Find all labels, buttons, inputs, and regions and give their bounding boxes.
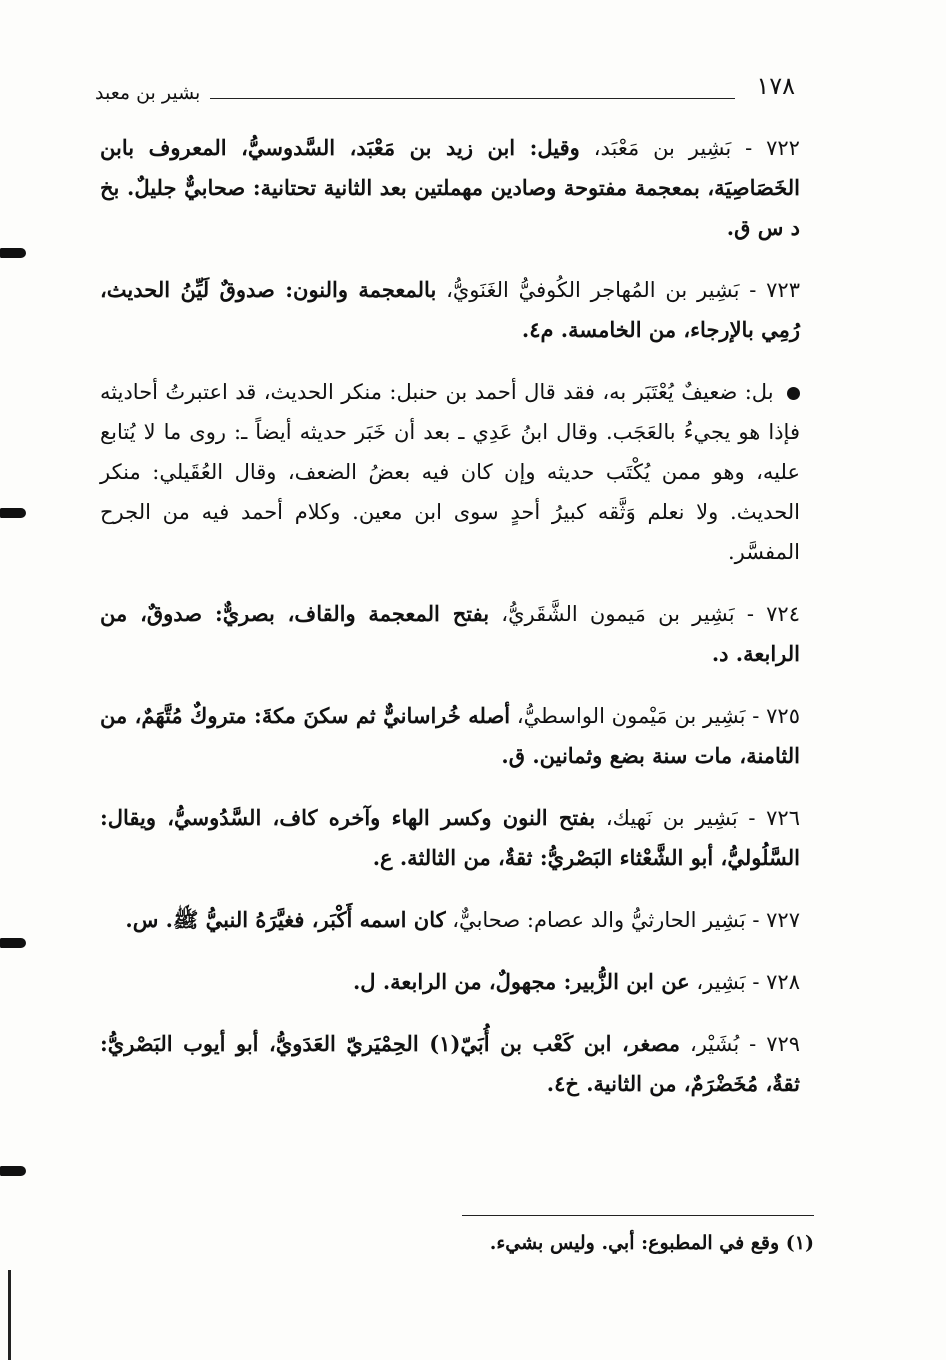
editor-comment xyxy=(100,372,800,572)
entry-number: ٧٢٨ - xyxy=(752,970,800,994)
entry-number: ٧٢٩ - xyxy=(749,1032,801,1056)
entry-729 xyxy=(100,1024,800,1104)
entry-name: بَشِير الحارثيُّ والد عصام: صحابيٌّ، xyxy=(452,908,746,932)
entry-name: بَشِير بن مَيمون الشَّقَريُّ، xyxy=(501,602,735,626)
running-title: بشير بن معبد xyxy=(95,82,201,104)
entry-body: بفتح المعجمة والقاف، بصريٌّ: صدوقٌ، من الرابعة. د. xyxy=(100,601,800,666)
entry-724 xyxy=(100,594,800,674)
main-text xyxy=(100,128,800,1126)
entry-number: ٧٢٥ - xyxy=(752,704,800,728)
page-number: ١٧٨ xyxy=(756,72,795,100)
entry-name: بَشِير بن مَعْبَد، xyxy=(593,136,732,160)
header-rule xyxy=(210,98,735,99)
comment-body: بل: ضعيفٌ يُعْتَبَر به، فقد قال أحمد بن حنبل: منكر الحديث، قد اعتبرتُ أحاديثه فإذا هو يجيءُ بالعَجَب. وقال ابنُ عَدِي ـ بعد أن خَبَر حديثه أيضاً ـ: روى ما لا يُتابع عليه، وهو ممن يُكْتَب حديثه وإن كان فيه بعضُ الضعف، وقال العُقَيلي: منكر الحديث. ولا نعلم وَثَّقه كبيرُ أحدٍ سوى ابن معين. وكلام أحمد فيه من الجرح المفسَّر. xyxy=(100,380,800,564)
scan-margin-mark xyxy=(0,938,26,948)
entry-number: ٧٢٤ - xyxy=(746,602,800,626)
entry-722 xyxy=(100,128,800,248)
entry-body: بالمعجمة والنون: صدوقٌ لَيِّنُ الحديث، رُمِي بالإرجاء، من الخامسة. م٤. xyxy=(100,277,800,342)
entry-name: بَشِير، xyxy=(696,970,746,994)
entry-name: بَشِير بن المُهاجر الكُوفيُّ الغَنَويُّ، xyxy=(446,278,740,302)
footnote-rule xyxy=(462,1215,814,1216)
entry-name: بَشِير بن مَيْمون الواسطيُّ، xyxy=(516,704,746,728)
entry-name: بُشَيْر، xyxy=(689,1032,740,1056)
entry-name: بَشِير بن نَهيك، xyxy=(605,806,738,830)
scan-edge-line xyxy=(8,1270,11,1360)
entry-number: ٧٢٧ - xyxy=(752,908,800,932)
entry-body: كان اسمه أَكْبَر، فغيَّرَهُ النبيُّ ﷺ. س. xyxy=(125,907,446,932)
entry-body: وقيل: ابن زيد بن مَعْبَد، السَّدوسيُّ، المعروف بابن الخَصَاصِيَة، بمعجمة مفتوحة وصادين مهملتين بعد الثانية تحتانية: صحابيٌّ جليلٌ. بخ د س ق. xyxy=(100,135,800,240)
scan-margin-mark xyxy=(0,1166,26,1176)
entry-number: ٧٢٦ - xyxy=(748,806,800,830)
entry-723 xyxy=(100,270,800,350)
entry-body: أصله خُراسانيٌّ ثم سكنَ مكةَ: متروكٌ مُتَّهَمٌ، من الثامنة، مات سنة بضع وثمانين. ق. xyxy=(100,703,800,768)
entry-725 xyxy=(100,696,800,776)
footnote: (١) وقع في المطبوع: أبي. وليس بشيء. xyxy=(489,1232,814,1254)
scan-margin-mark xyxy=(0,248,26,258)
running-header xyxy=(95,72,795,112)
entry-727 xyxy=(100,900,800,940)
entry-body: مصغر، ابن كَعْب بن أُبَيّ(١) الحِمْيَريّ العَدَويُّ، أبو أيوب البَصْريُّ: ثقةٌ، مُخَضْرَمٌ، من الثانية. خ٤. xyxy=(100,1031,800,1096)
bullet-icon xyxy=(787,387,800,400)
entry-728 xyxy=(100,962,800,1002)
scan-margin-mark xyxy=(0,508,26,518)
entry-number: ٧٢٢ - xyxy=(745,136,800,160)
entry-body: بفتح النون وكسر الهاء وآخره كاف، السَّدُوسيُّ، ويقال: السَّلُوليُّ، أبو الشَّعْثاء البَصْريُّ: ثقةٌ، من الثالثة. ع. xyxy=(100,805,800,870)
entry-number: ٧٢٣ - xyxy=(749,278,800,302)
entry-body: عن ابن الزُّبير: مجهولٌ، من الرابعة. ل. xyxy=(352,969,690,994)
entry-726 xyxy=(100,798,800,878)
